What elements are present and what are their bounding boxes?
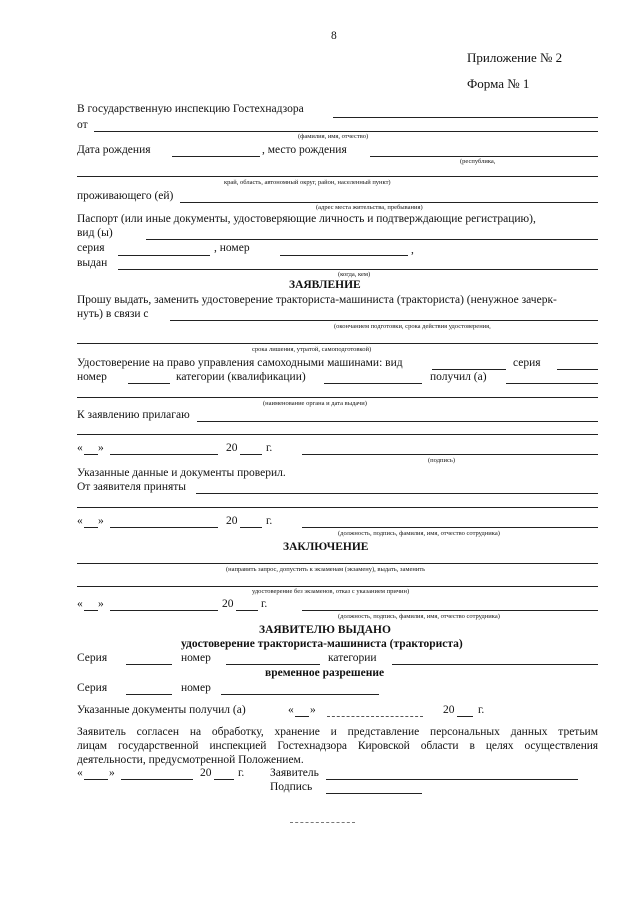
received-close-quote: » [310,704,316,716]
consent-line2: лицам государственной инспекцией Гостехнадзора Кировской области в целях осуществления [77,740,598,752]
accept-month-field[interactable] [110,527,218,528]
birth-date-field[interactable] [172,156,260,157]
received-year-field[interactable] [457,716,473,717]
received-day-field[interactable] [295,716,309,717]
statement-line1: Прошу выдать, заменить удостоверение тракториста-машиниста (тракториста) (ненужное зачерк- [77,294,557,306]
doc-series-field[interactable] [118,255,210,256]
consent-line3: деятельности, предусмотренной Положением. [77,754,304,766]
attach-label: К заявлению прилагаю [77,409,190,421]
birth-date-label: Дата рождения [77,144,151,156]
license-received-label: получил (а) [430,371,487,383]
signature-hint: (подпись) [428,457,455,464]
concl-officer-hint: (должность, подпись, фамилия, имя, отчество сотрудника) [338,613,500,620]
consent-day-field[interactable] [84,779,108,780]
reason-field-2[interactable] [77,343,598,344]
consent-year-field[interactable] [214,779,234,780]
doc-series-label: серия [77,242,105,254]
residing-label: проживающего (ей) [77,190,174,202]
form-label: Форма № 1 [467,76,530,91]
statement-title: ЗАЯВЛЕНИЕ [289,279,361,291]
permit-number-field[interactable] [221,694,379,695]
permit-series-label: Серия [77,682,108,694]
issued-subtitle: удостоверение тракториста-машиниста (тракториста) [181,638,463,650]
accept-date-open-quote: « [77,515,83,527]
accept-year-prefix: 20 [226,515,238,527]
applicant-signature-field[interactable] [302,454,598,455]
fio-hint: (фамилия, имя, отчество) [298,133,369,140]
issued-title: ЗАЯВИТЕЛЮ ВЫДАНО [259,624,391,636]
accepted-docs-field[interactable] [196,493,598,494]
concl-year-prefix: 20 [222,598,234,610]
consent-year-prefix: 20 [200,767,212,779]
signature-label: Подпись [270,781,313,793]
statement-year-suffix: г. [266,442,273,454]
consent-year-suffix: г. [238,767,245,779]
officer-signature-field[interactable] [302,527,598,528]
statement-month-field[interactable] [110,454,218,455]
attachments-field[interactable] [197,421,598,422]
doc-type-label: вид (ы) [77,227,113,239]
birth-region-field[interactable] [77,176,598,177]
page-number: 8 [331,30,337,42]
doc-number-label: , номер [214,242,250,254]
consent-signature-field[interactable] [326,793,422,794]
issuing-org-field[interactable] [77,397,598,398]
consent-month-field[interactable] [121,779,193,780]
reason-hint2: срока лишения, утратой, самоподготовкой) [252,346,372,353]
issued-categories-label: категории [328,652,377,664]
statement-year-prefix: 20 [226,442,238,454]
inspection-field[interactable] [333,117,598,118]
conclusion-field-2[interactable] [77,586,598,587]
license-type-field[interactable] [432,369,506,370]
accepted-docs-field-2[interactable] [77,507,598,508]
appendix-label: Приложение № 2 [467,50,563,65]
statement-day-field[interactable] [84,454,98,455]
issued-categories-field[interactable] [392,664,598,665]
concl-date-close-quote: » [98,598,104,610]
conclusion-hint2: удостоверение без экзаменов, отказ с указанием причин) [252,588,410,595]
received-month-field[interactable] [327,716,423,717]
license-number-field[interactable] [128,383,170,384]
issued-by-field[interactable] [118,269,598,270]
passport-label: Паспорт (или иные документы, удостоверяющие личность и подтверждающие регистрацию), [77,213,536,225]
republic-hint: (республика, [460,158,496,165]
inspection-label: В государственную инспекцию Гостехнадзора [77,103,304,115]
from-label: от [77,119,88,131]
temp-permit-title: временное разрешение [265,667,385,679]
checked-label: Указанные данные и документы проверил. [77,467,286,479]
accept-year-field[interactable] [240,527,262,528]
doc-comma: , [411,244,414,256]
issued-number-field[interactable] [226,664,320,665]
accept-date-close-quote: » [98,515,104,527]
license-series-field[interactable] [557,369,598,370]
attachments-field-2[interactable] [77,434,598,435]
statement-line2: нуть) в связи с [77,308,149,320]
birth-place-field[interactable] [370,156,598,157]
accepted-label: От заявителя приняты [77,481,187,493]
birth-place-label: , место рождения [262,144,347,156]
reason-hint1: (окончанием подготовки, срока действия удостоверения, [334,323,491,330]
doc-number-field[interactable] [280,255,408,256]
license-received-field[interactable] [506,383,598,384]
license-series-label: серия [513,357,541,369]
license-label: Удостоверение на право управления самоходными машинами: вид [77,357,403,369]
conclusion-title: ЗАКЛЮЧЕНИЕ [283,541,369,553]
region-hint: край, область, автономный округ, район, населенный пункт) [224,179,391,186]
statement-year-field[interactable] [240,454,262,455]
applicant-label: Заявитель [270,767,319,779]
issued-number-label: номер [181,652,211,664]
concl-year-suffix: г. [261,598,268,610]
doc-type-field[interactable] [146,239,598,240]
issued-series-label: Серия [77,652,108,664]
accept-day-field[interactable] [84,527,98,528]
consent-close-quote: » [109,767,115,779]
permit-series-field[interactable] [126,694,172,695]
applicant-name-sign-field[interactable] [326,779,578,780]
issued-by-label: выдан [77,257,108,269]
org-hint: (наименование органа и дата выдачи) [263,400,367,407]
received-year-prefix: 20 [443,704,455,716]
consent-open-quote: « [77,767,83,779]
received-year-suffix: г. [478,704,485,716]
date-close-quote: » [98,442,104,454]
permit-number-label: номер [181,682,211,694]
concl-year-field[interactable] [236,610,258,611]
conclusion-field[interactable] [77,563,598,564]
issued-series-field[interactable] [126,664,172,665]
bottom-divider [290,822,355,823]
when-by-hint: (когда, кем) [338,271,371,278]
address-hint: (адрес места жительства, пребывания) [316,204,423,211]
consent-line1: Заявитель согласен на обработку, хранение и представление персональных данных третьим [77,726,598,738]
concl-officer-field[interactable] [302,610,598,611]
concl-day-field[interactable] [84,610,98,611]
date-open-quote: « [77,442,83,454]
license-number-label: номер [77,371,107,383]
received-open-quote: « [288,704,294,716]
received-docs-label: Указанные документы получил (а) [77,704,246,716]
license-categories-label: категории (квалификации) [176,371,306,383]
accept-year-suffix: г. [266,515,273,527]
officer-hint: (должность, подпись, фамилия, имя, отчество сотрудника) [338,530,500,537]
conclusion-hint1: (направить запрос, допустить к экзаменам (экзамену), выдать, заменить [226,566,426,573]
applicant-name-field[interactable] [94,131,598,132]
reason-field[interactable] [170,320,598,321]
license-categories-field[interactable] [324,383,422,384]
address-field[interactable] [180,202,598,203]
concl-date-open-quote: « [77,598,83,610]
concl-month-field[interactable] [110,610,218,611]
